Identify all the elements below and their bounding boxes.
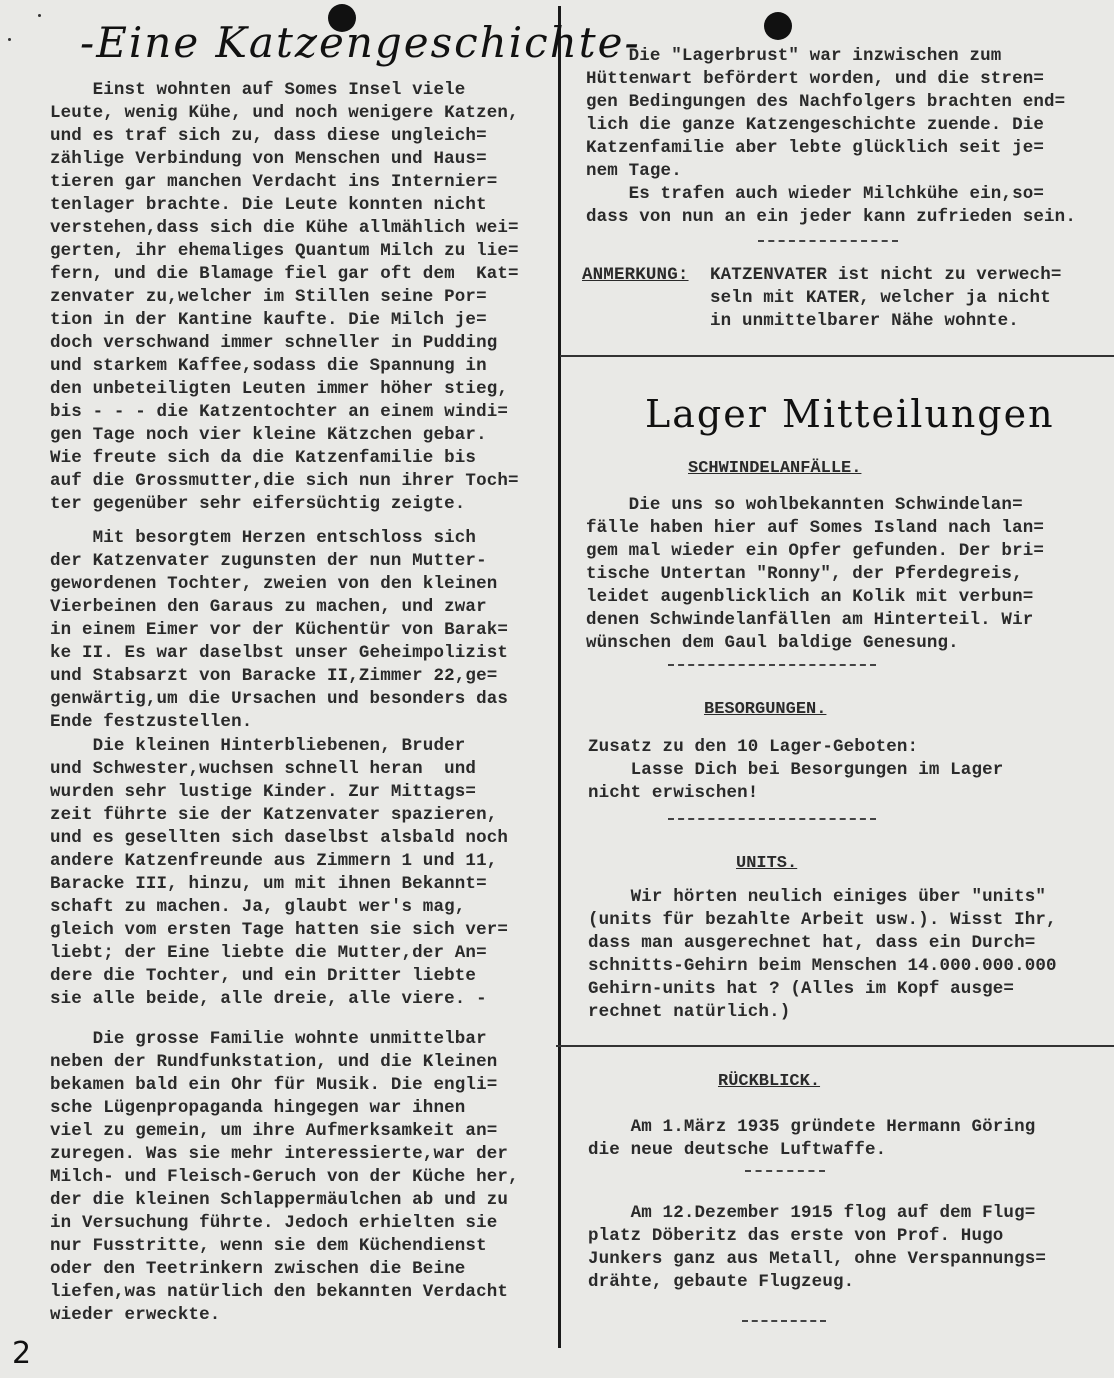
separator <box>742 1320 826 1322</box>
punch-hole-right <box>764 12 792 40</box>
section-title-rueckblick: RÜCKBLICK. <box>718 1072 821 1091</box>
section-divider <box>556 1045 1114 1047</box>
section-text-schwindelanfaelle: Die uns so wohlbekannten Schwindelan= fälle haben hier auf Somes Island nach lan= gem mal wieder ein Opfer gefunden. Der bri= tische Untertan "Ronny", der Pferdegreis, leidet augenblicklich an Kolik mit verbun= denen Schwindelanfällen am Hinterteil. Wir wünschen dem Gaul baldige Genesung. <box>586 495 1045 653</box>
section-text-units: Wir hörten neulich einiges über "units" (units für bezahlte Arbeit usw.). Wisst Ihr, dass man ausgerechnet hat, dass ein Durch= schnitts-Gehirn beim Menschen 14.000.000.000 Gehirn-units hat ? (Alles im Kopf ausge= rechnet natürlich.) <box>588 887 1057 1022</box>
separator <box>758 240 898 242</box>
note-text: KATZENVATER ist nicht zu verwech= seln mit KATER, welcher ja nicht in unmittelbarer Nähe wohnte. <box>710 265 1062 331</box>
story-paragraph-4: Die grosse Familie wohnte unmittelbar neben der Rundfunkstation, und die Kleinen bekamen bald ein Ohr für Musik. Die engli= sche Lügenpropaganda hingegen war ihnen viel zu gemein, um ihre Aufmerksamkeit an= zuregen. Was sie mehr interessierte,war der Milch- und Fleisch-Geruch von der Küche her, der die kleinen Schlappermäulchen ab und zu in Versuchung führte. Jedoch erhielten sie nur Fusstritte, wenn sie dem Küchendienst oder den Teetrinkern zwischen die Beine liefen,was natürlich den bekannten Verdacht wieder erweckte. <box>50 1029 519 1325</box>
story-paragraph-1: Einst wohnten auf Somes Insel viele Leute, wenig Kühe, und noch wenigere Katzen, und es traf sich zu, dass diese ungleich= zählige Verbindung von Menschen und Haus= tieren gar manchen Verdacht ins Internier= tenlager brachte. Die Leute konnten nicht verstehen,dass sich die Kühe allmählich wei= gerten, ihr ehemaliges Quantum Milch zu lie= fern, und die Blamage fiel gar oft dem Kat= zenvater zu,welcher im Stillen seine Por= tion in der Kantine kaufte. Die Milch je= doch verschwand immer schneller in Pudding und starkem Kaffee,sodass die Spannung in den unbeteiligten Leuten immer höher stieg, bis - - - die Katzentochter an einem windi= gen Tage noch vier kleine Kätzchen gebar. Wie freute sich da die Katzenfamilie bis auf die Grossmutter,die sich nun ihrer Toch= ter gegenüber sehr eifersüchtig zeigte. <box>50 80 519 514</box>
section-text-besorgungen: Zusatz zu den 10 Lager-Geboten: Lasse Dich bei Besorgungen im Lager nicht erwischen! <box>588 737 1004 803</box>
story-paragraph-2: Mit besorgtem Herzen entschloss sich der Katzenvater zugunsten der nun Mutter- gewordenen Tochter, zweien von den kleinen Vierbeinen den Garaus zu machen, und zwar in einem Eimer vor der Küchentür von Barak= ke II. Es war daselbst unser Geheimpolizist und Stabsarzt von Baracke II,Zimmer 22,ge= genwärtig,um die Ursachen und besonders das Ende festzustellen. <box>50 528 509 732</box>
story-title: -Eine Katzengeschichte- <box>80 18 641 67</box>
section-divider <box>560 355 1114 357</box>
section-title-schwindelanfaelle: SCHWINDELANFÄLLE. <box>688 459 862 478</box>
note-label: ANMERKUNG: <box>582 265 689 285</box>
speck <box>8 38 11 41</box>
story-paragraph-3: Die kleinen Hinterbliebenen, Bruder und Schwester,wuchsen schnell heran und wurden sehr lustige Kinder. Zur Mittags= zeit führte sie der Katzenvater spazieren, und es gesellten sich daselbst alsbald noch andere Katzenfreunde aus Zimmern 1 und 11, Baracke III, hinzu, um mit ihnen Bekannt= schaft zu machen. Ja, glaubt wer's mag, gleich vom ersten Tage hatten sie sich ver= liebt; der Eine liebte die Mutter,der An= dere die Tochter, und ein Dritter liebte sie alle beide, alle dreie, alle viere. - <box>50 736 509 1009</box>
speck <box>38 14 41 17</box>
news-heading: Lager Mitteilungen <box>645 392 1055 436</box>
section-title-units: UNITS. <box>736 854 798 873</box>
separator <box>745 1170 825 1172</box>
separator <box>668 664 876 666</box>
page-number: 2 <box>12 1336 32 1371</box>
section-title-besorgungen: BESORGUNGEN. <box>704 700 827 719</box>
section-text-rueckblick-1: Am 1.März 1935 gründete Hermann Göring die neue deutsche Luftwaffe. <box>588 1117 1036 1160</box>
section-text-rueckblick-2: Am 12.Dezember 1915 flog auf dem Flug= platz Döberitz das erste von Prof. Hugo Junkers ganz aus Metall, ohne Verspannungs= drähte, gebaute Flugzeug. <box>588 1203 1047 1292</box>
column-divider <box>558 6 561 1348</box>
story-continuation: Die "Lagerbrust" war inzwischen zum Hüttenwart befördert worden, und die stren= gen Bedingungen des Nachfolgers brachten end= lich die ganze Katzengeschichte zuende. Die Katzenfamilie aber lebte glücklich seit je= nem Tage. Es trafen auch wieder Milchkühe ein,so= dass von nun an ein jeder kann zufrieden sein. <box>586 46 1076 227</box>
separator <box>668 818 876 820</box>
